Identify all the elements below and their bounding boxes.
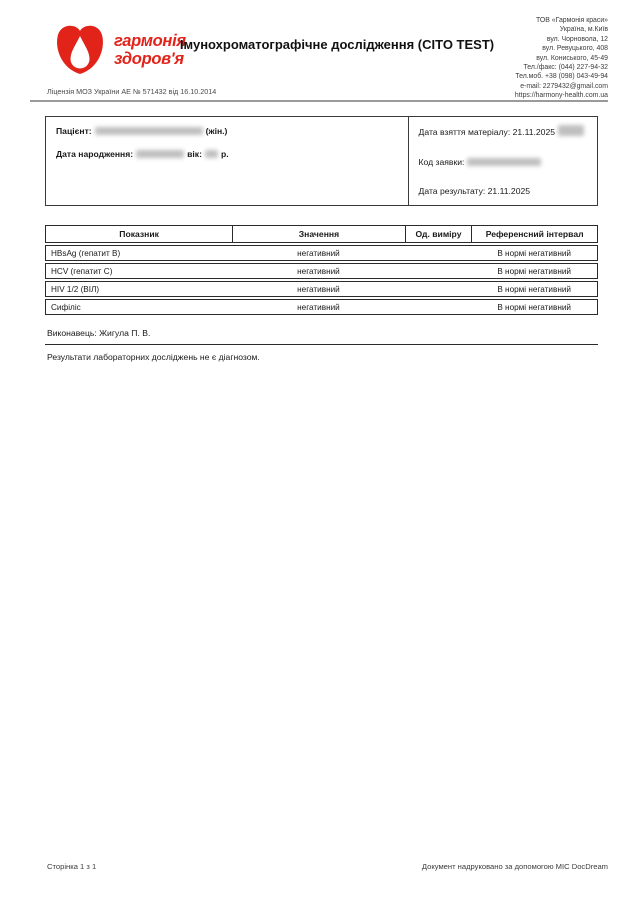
company-address-2: вул. Ревуцького, 408 (542, 45, 608, 53)
result-date-label: Дата результату: (418, 186, 486, 196)
company-country-city: Україна, м.Київ (559, 26, 608, 34)
patient-name-line (56, 126, 398, 136)
row-value: негативний (297, 302, 340, 312)
report-title: Імунохроматографічне дослідження (CITO TEST) (179, 37, 495, 52)
patient-info-box (45, 116, 598, 206)
company-address-3: вул. Кониського, 45-49 (536, 54, 608, 62)
company-contact-block (515, 16, 608, 101)
patient-details (46, 117, 408, 205)
patient-gender: (жін.) (205, 126, 228, 136)
sample-date-label: Дата взяття матеріалу: (418, 127, 511, 137)
row-value: негативний (297, 284, 340, 294)
logo-heart-drop-icon (52, 22, 108, 78)
request-details (408, 117, 597, 205)
sample-date-value: 21.11.2025 (512, 127, 555, 137)
table-row (45, 299, 598, 315)
redacted-sample-time (558, 125, 584, 136)
clinic-logo (52, 22, 186, 78)
company-email: e-mail: 2279432@gmail.com (520, 82, 608, 90)
row-value: негативний (297, 266, 340, 276)
printed-by-note: Документ надруковано за допомогою MIC DocDream (421, 862, 608, 871)
company-website: https://harmony-health.com.ua (514, 92, 608, 100)
table-row (45, 245, 598, 261)
column-header-indicator: Показник (119, 229, 159, 239)
patient-dob-line (56, 149, 398, 159)
notes-divider (45, 344, 598, 345)
request-code-label: Код заявки: (418, 156, 465, 167)
logo-word-1: гармонія (114, 32, 186, 50)
row-reference: В нормі негативний (497, 248, 571, 258)
request-code-line (419, 157, 587, 167)
table-row (45, 281, 598, 297)
row-reference: В нормі негативний (497, 266, 571, 276)
column-header-unit: Од. виміру (405, 226, 472, 242)
company-name: ТОВ «Гармонія краси» (536, 17, 608, 24)
page-number: Сторінка 1 з 1 (47, 862, 97, 871)
row-indicator: HIV 1/2 (ВІЛ) (51, 284, 100, 294)
results-header-row (45, 225, 598, 243)
header-divider (30, 100, 608, 102)
executor-line: Виконавець: Жигула П. В. (47, 328, 151, 338)
redacted-request-code (467, 158, 541, 166)
row-reference: В нормі негативний (497, 284, 571, 294)
column-header-reference: Референсний інтервал (471, 226, 597, 242)
disclaimer-line: Результати лабораторних досліджень не є діагнозом. (47, 352, 260, 362)
redacted-age (205, 150, 218, 158)
column-header-value: Значення (232, 226, 404, 242)
row-indicator: Сифіліс (51, 302, 81, 312)
redacted-patient-name (95, 127, 203, 135)
row-indicator: HCV (гепатит C) (51, 266, 113, 276)
row-indicator: HBsAg (гепатит B) (51, 248, 121, 258)
result-date-line (419, 186, 587, 196)
patient-label: Пацієнт: (56, 126, 92, 136)
age-suffix: р. (220, 149, 229, 159)
logo-word-2: здоров'я (114, 50, 184, 68)
company-phone-mobile: Тел.моб. +38 (098) 043-49-94 (515, 73, 608, 81)
age-label: вік: (187, 149, 202, 159)
result-date-value: 21.11.2025 (487, 186, 531, 196)
redacted-dob (136, 150, 184, 158)
dob-label: Дата народження: (56, 149, 134, 159)
company-address-1: вул. Чорновола, 12 (546, 35, 608, 43)
license-text: Ліцензія МОЗ України АЕ № 571432 від 16.10.2014 (47, 87, 217, 96)
table-row (45, 263, 598, 279)
row-value: негативний (297, 248, 340, 258)
row-reference: В нормі негативний (497, 302, 571, 312)
company-phone-fax: Тел./факс: (044) 227-94-32 (523, 64, 608, 72)
results-table (45, 225, 598, 315)
sample-date-line (419, 125, 587, 137)
